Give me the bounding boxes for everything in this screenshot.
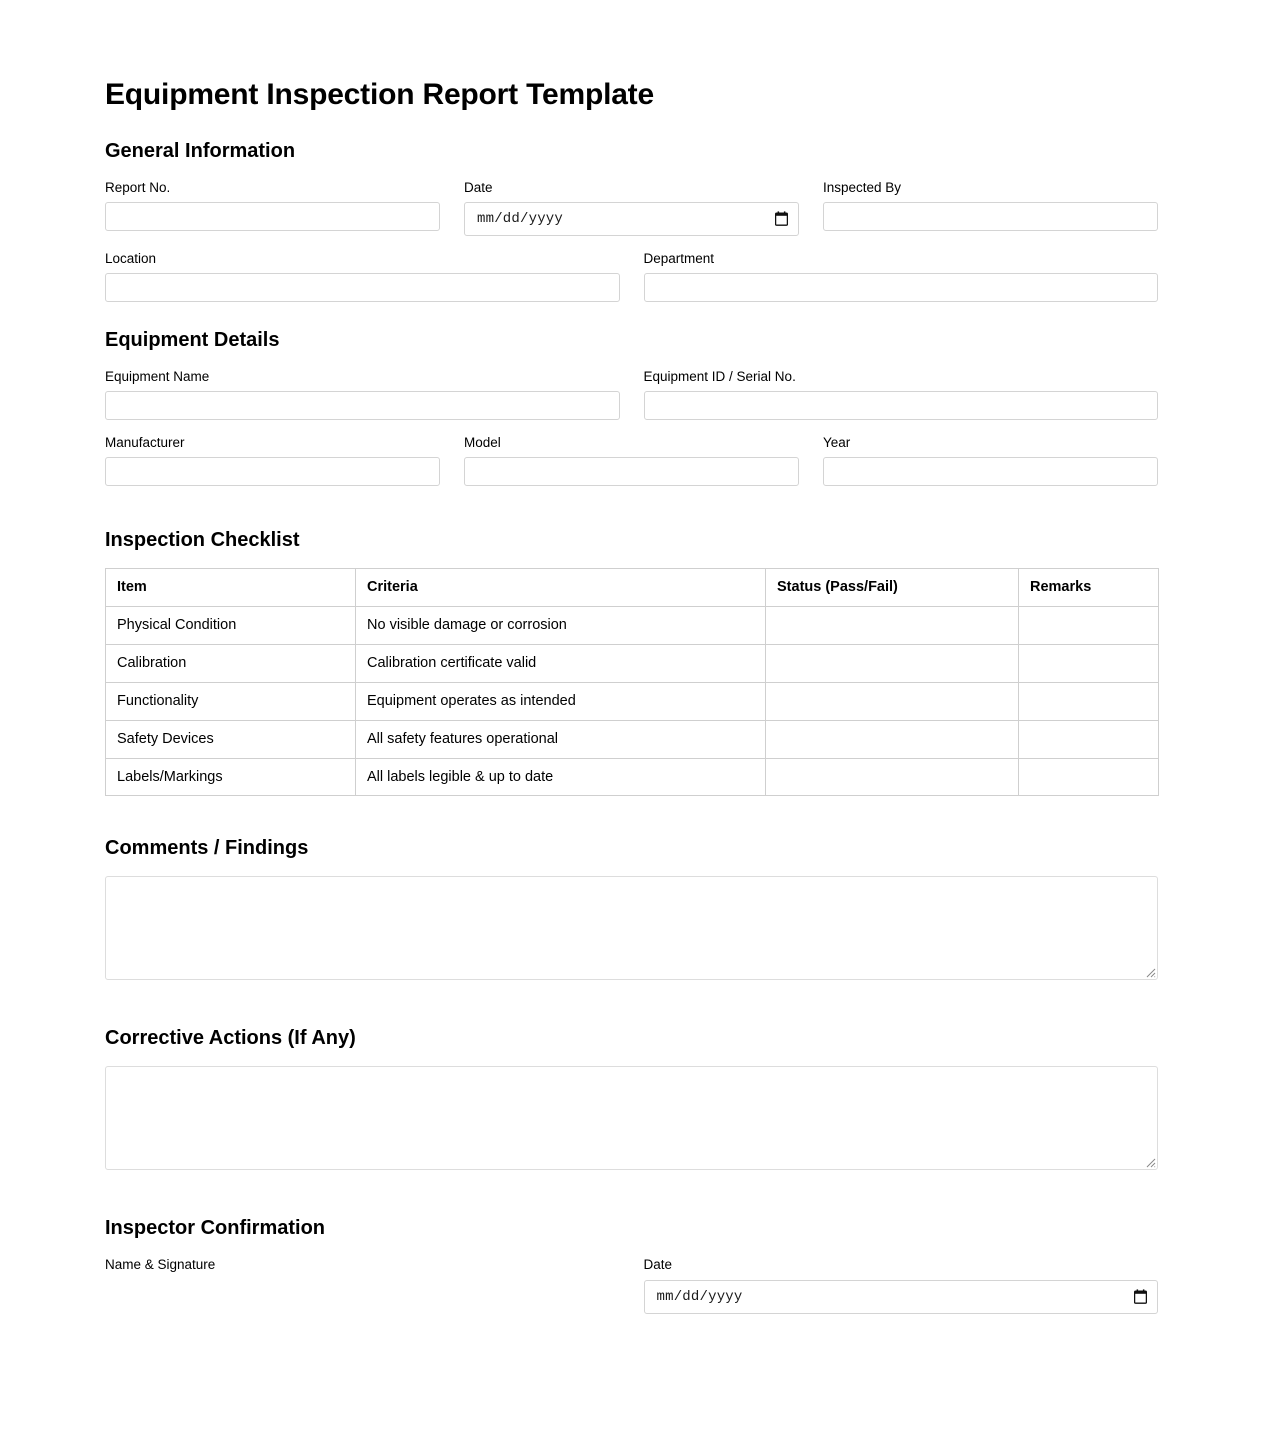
field-location [105, 250, 620, 302]
table-row [106, 607, 1159, 645]
label-report-no: Report No. [105, 179, 171, 195]
field-equipment-name [105, 368, 620, 420]
label-model: Model [464, 435, 501, 451]
field-equipment-id [644, 368, 1159, 420]
cell-criteria: All labels legible & up to date [356, 758, 766, 796]
cell-remarks[interactable] [1019, 758, 1159, 796]
inspected-by-input[interactable] [823, 202, 1158, 231]
department-input[interactable] [644, 273, 1159, 302]
label-inspected-by: Inspected By [823, 179, 902, 195]
table-row [106, 682, 1159, 720]
cell-item: Calibration [106, 645, 356, 683]
label-date: Date [464, 179, 493, 195]
cell-remarks[interactable] [1019, 645, 1159, 683]
section-heading-general-information: General Information [105, 139, 296, 162]
section-comments-findings [105, 836, 1158, 980]
inspector-confirmation-row [105, 1256, 1158, 1313]
date-input[interactable] [464, 202, 799, 236]
page-title: Equipment Inspection Report Template [105, 78, 654, 111]
cell-item: Physical Condition [106, 607, 356, 645]
section-equipment-details [105, 328, 1158, 486]
label-manufacturer: Manufacturer [105, 435, 185, 451]
table-row [106, 645, 1159, 683]
model-input[interactable] [464, 457, 799, 486]
label-year: Year [823, 435, 851, 451]
corrective-actions-textarea-wrap [105, 1066, 1158, 1170]
equipment-name-input[interactable] [105, 391, 620, 420]
manufacturer-input[interactable] [105, 457, 440, 486]
cell-item: Functionality [106, 682, 356, 720]
field-name-signature [105, 1256, 620, 1313]
cell-status[interactable] [766, 758, 1019, 796]
general-info-row-1 [105, 179, 1158, 236]
section-heading-comments-findings: Comments / Findings [105, 837, 309, 860]
cell-status[interactable] [766, 645, 1019, 683]
cell-remarks[interactable] [1019, 607, 1159, 645]
report-no-input[interactable] [105, 202, 440, 231]
general-info-row-2 [105, 250, 1158, 302]
corrective-actions-textarea[interactable] [105, 1066, 1158, 1170]
equipment-id-input[interactable] [644, 391, 1159, 420]
column-header-item: Item [106, 569, 356, 607]
confirmation-date-input[interactable] [644, 1280, 1159, 1314]
label-equipment-name: Equipment Name [105, 368, 210, 384]
comments-textarea[interactable] [105, 876, 1158, 980]
cell-criteria: Equipment operates as intended [356, 682, 766, 720]
field-date [464, 179, 799, 236]
cell-remarks[interactable] [1019, 682, 1159, 720]
cell-remarks[interactable] [1019, 720, 1159, 758]
section-inspector-confirmation [105, 1216, 1158, 1313]
field-year [823, 434, 1158, 486]
field-confirmation-date [644, 1256, 1159, 1313]
field-department [644, 250, 1159, 302]
table-row [106, 720, 1159, 758]
field-inspected-by [823, 179, 1158, 236]
column-header-status: Status (Pass/Fail) [766, 569, 1019, 607]
field-report-no [105, 179, 440, 236]
cell-criteria: No visible damage or corrosion [356, 607, 766, 645]
column-header-remarks: Remarks [1019, 569, 1159, 607]
section-heading-equipment-details: Equipment Details [105, 328, 280, 351]
table-header-row [106, 569, 1159, 607]
table-row [106, 758, 1159, 796]
date-placeholder: mm/dd/yyyy [477, 210, 564, 227]
section-corrective-actions [105, 1026, 1158, 1170]
label-equipment-id: Equipment ID / Serial No. [643, 368, 796, 384]
cell-criteria: Calibration certificate valid [356, 645, 766, 683]
cell-status[interactable] [766, 682, 1019, 720]
calendar-icon[interactable] [1134, 1289, 1147, 1304]
cell-status[interactable] [766, 607, 1019, 645]
year-input[interactable] [823, 457, 1158, 486]
cell-criteria: All safety features operational [356, 720, 766, 758]
column-header-criteria: Criteria [356, 569, 766, 607]
inspection-checklist-table [105, 568, 1159, 796]
cell-status[interactable] [766, 720, 1019, 758]
calendar-icon[interactable] [775, 211, 788, 226]
section-heading-inspection-checklist: Inspection Checklist [105, 529, 300, 552]
cell-item: Safety Devices [106, 720, 356, 758]
location-input[interactable] [105, 273, 620, 302]
field-model [464, 434, 799, 486]
cell-item: Labels/Markings [106, 758, 356, 796]
field-manufacturer [105, 434, 440, 486]
label-location: Location [105, 250, 157, 266]
equipment-row-2 [105, 434, 1158, 486]
name-signature-input[interactable] [105, 1280, 620, 1314]
label-name-signature: Name & Signature [105, 1257, 216, 1273]
equipment-row-1 [105, 368, 1158, 420]
comments-textarea-wrap [105, 876, 1158, 980]
label-confirmation-date: Date [643, 1257, 673, 1273]
section-general-information [105, 139, 1158, 302]
section-heading-corrective-actions: Corrective Actions (If Any) [105, 1027, 356, 1050]
confirmation-date-placeholder: mm/dd/yyyy [656, 1288, 743, 1305]
section-heading-inspector-confirmation: Inspector Confirmation [105, 1217, 326, 1240]
label-department: Department [643, 250, 715, 266]
section-inspection-checklist [105, 528, 1158, 796]
